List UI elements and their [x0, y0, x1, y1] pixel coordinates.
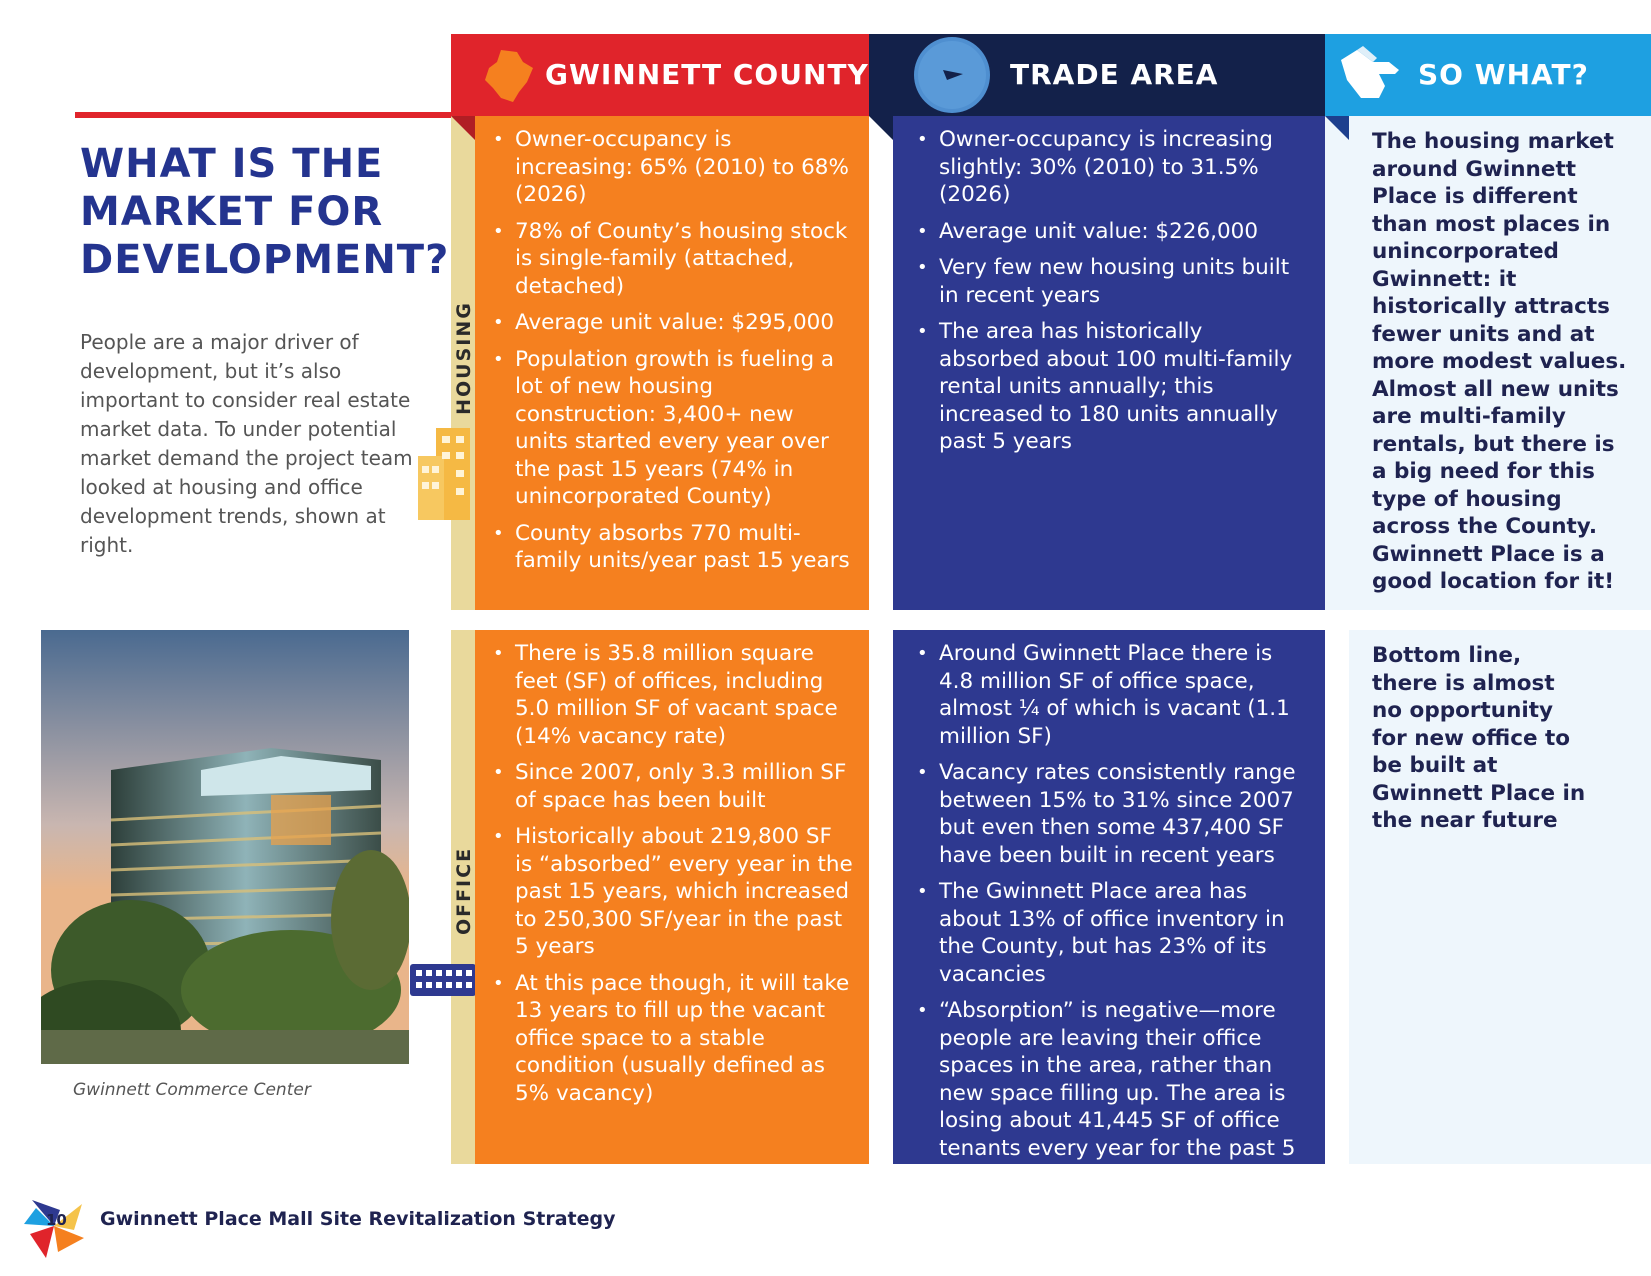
list-item: • 78% of County’s housing stock is single-family (attached, detached) [515, 218, 853, 301]
panel-corner-fold [869, 116, 893, 140]
list-item: • Vacancy rates consistently range between 15% to 31% since 2007 but even then some 437,400 SF have been built in recent years [939, 759, 1309, 869]
title-line-1: WHAT IS THE [80, 141, 384, 187]
list-item: • Since 2007, only 3.3 million SF of space has been built [515, 759, 853, 814]
building-photo [41, 630, 409, 1064]
intro-text: People are a major driver of development, but it’s also important to consider real estate market data. To under potential market demand the project team looked at housing and office development trends, shown at right. [80, 330, 413, 557]
panel-corner-fold [451, 116, 475, 140]
office-label: OFFICE [452, 846, 475, 936]
panel-corner-fold [1325, 116, 1349, 140]
list-item: • There is 35.8 million square feet (SF) of offices, including 5.0 million SF of vacant space (14% vacancy rate) [515, 640, 853, 750]
title-line-2: MARKET FOR [80, 189, 384, 235]
list-item: • At this pace though, it will take 13 years to fill up the vacant office space to a stable condition (usually defined as 5% vacancy) [515, 970, 853, 1108]
photo-caption: Gwinnett Commerce Center [73, 1080, 311, 1100]
list-item: • Very few new housing units built in recent years [939, 254, 1309, 309]
office-building-icon [410, 956, 476, 996]
apartment-building-icon [418, 428, 474, 520]
list-item: • Historically about 219,800 SF is “absorbed” every year in the past 15 years, which increased to 250,300 SF/year in the past 5 years [515, 823, 853, 961]
title-rule [75, 112, 451, 118]
list-item: • Owner-occupancy is increasing slightly: 30% (2010) to 31.5% (2026) [939, 126, 1309, 209]
housing-label: HOUSING [452, 301, 475, 415]
list-item: • Owner-occupancy is increasing: 65% (2010) to 68% (2026) [515, 126, 853, 209]
office-trade-panel [893, 630, 1325, 1188]
office-county-panel [475, 630, 869, 1164]
list-item: • “Absorption” is negative—more people are leaving their office spaces in the area, rather than new space filling up. The area is losing about 41,445 SF of office tenants every year for the past 5 years [939, 997, 1309, 1190]
county-map-icon [483, 48, 535, 104]
header-trade-label: TRADE AREA [1010, 58, 1219, 91]
header-gwinnett-county [451, 34, 869, 116]
housing-county-panel [475, 116, 869, 610]
header-gwinnett-label: GWINNETT COUNTY [545, 58, 869, 91]
office-sowhat-panel: Bottom line, there is almost no opportunity for new office to be built at Gwinnett Place in the near future [1349, 630, 1651, 1164]
header-so-what [1325, 34, 1651, 116]
list-item: • Population growth is fueling a lot of new housing construction: 3,400+ new units started every year over the past 15 years (74% in unincorporated County) [515, 346, 853, 511]
page-number: 10 [46, 1211, 67, 1229]
footer-title: Gwinnett Place Mall Site Revitalization Strategy [100, 1208, 616, 1230]
title-line-3: DEVELOPMENT? [80, 237, 450, 283]
header-sowhat-label: SO WHAT? [1418, 58, 1589, 91]
housing-sowhat-panel: The housing market around Gwinnett Place is different than most places in unincorporated Gwinnett: it historically attracts fewer units and at more modest values. Almost all new units are multi-family rentals, but there is a big need for this type of housing across the County. Gwinnett Place is a good location for it! [1325, 116, 1651, 610]
page-title [80, 140, 450, 284]
list-item: • County absorbs 770 multi-family units/year past 15 years [515, 520, 853, 575]
housing-trade-panel [893, 116, 1325, 610]
trade-area-map-icon [913, 36, 991, 114]
pointing-hand-icon [1337, 46, 1403, 102]
list-item: • Average unit value: $295,000 [515, 309, 853, 337]
header-trade-area [869, 34, 1325, 116]
list-item: • Average unit value: $226,000 [939, 218, 1309, 246]
list-item: • Around Gwinnett Place there is 4.8 million SF of office space, almost ¼ of which is vacant (1.1 million SF) [939, 640, 1309, 750]
list-item: • The Gwinnett Place area has about 13% of office inventory in the County, but has 23% of its vacancies [939, 878, 1309, 988]
list-item: • The area has historically absorbed about 100 multi-family rental units annually; this increased to 180 units annually past 5 years [939, 318, 1309, 456]
